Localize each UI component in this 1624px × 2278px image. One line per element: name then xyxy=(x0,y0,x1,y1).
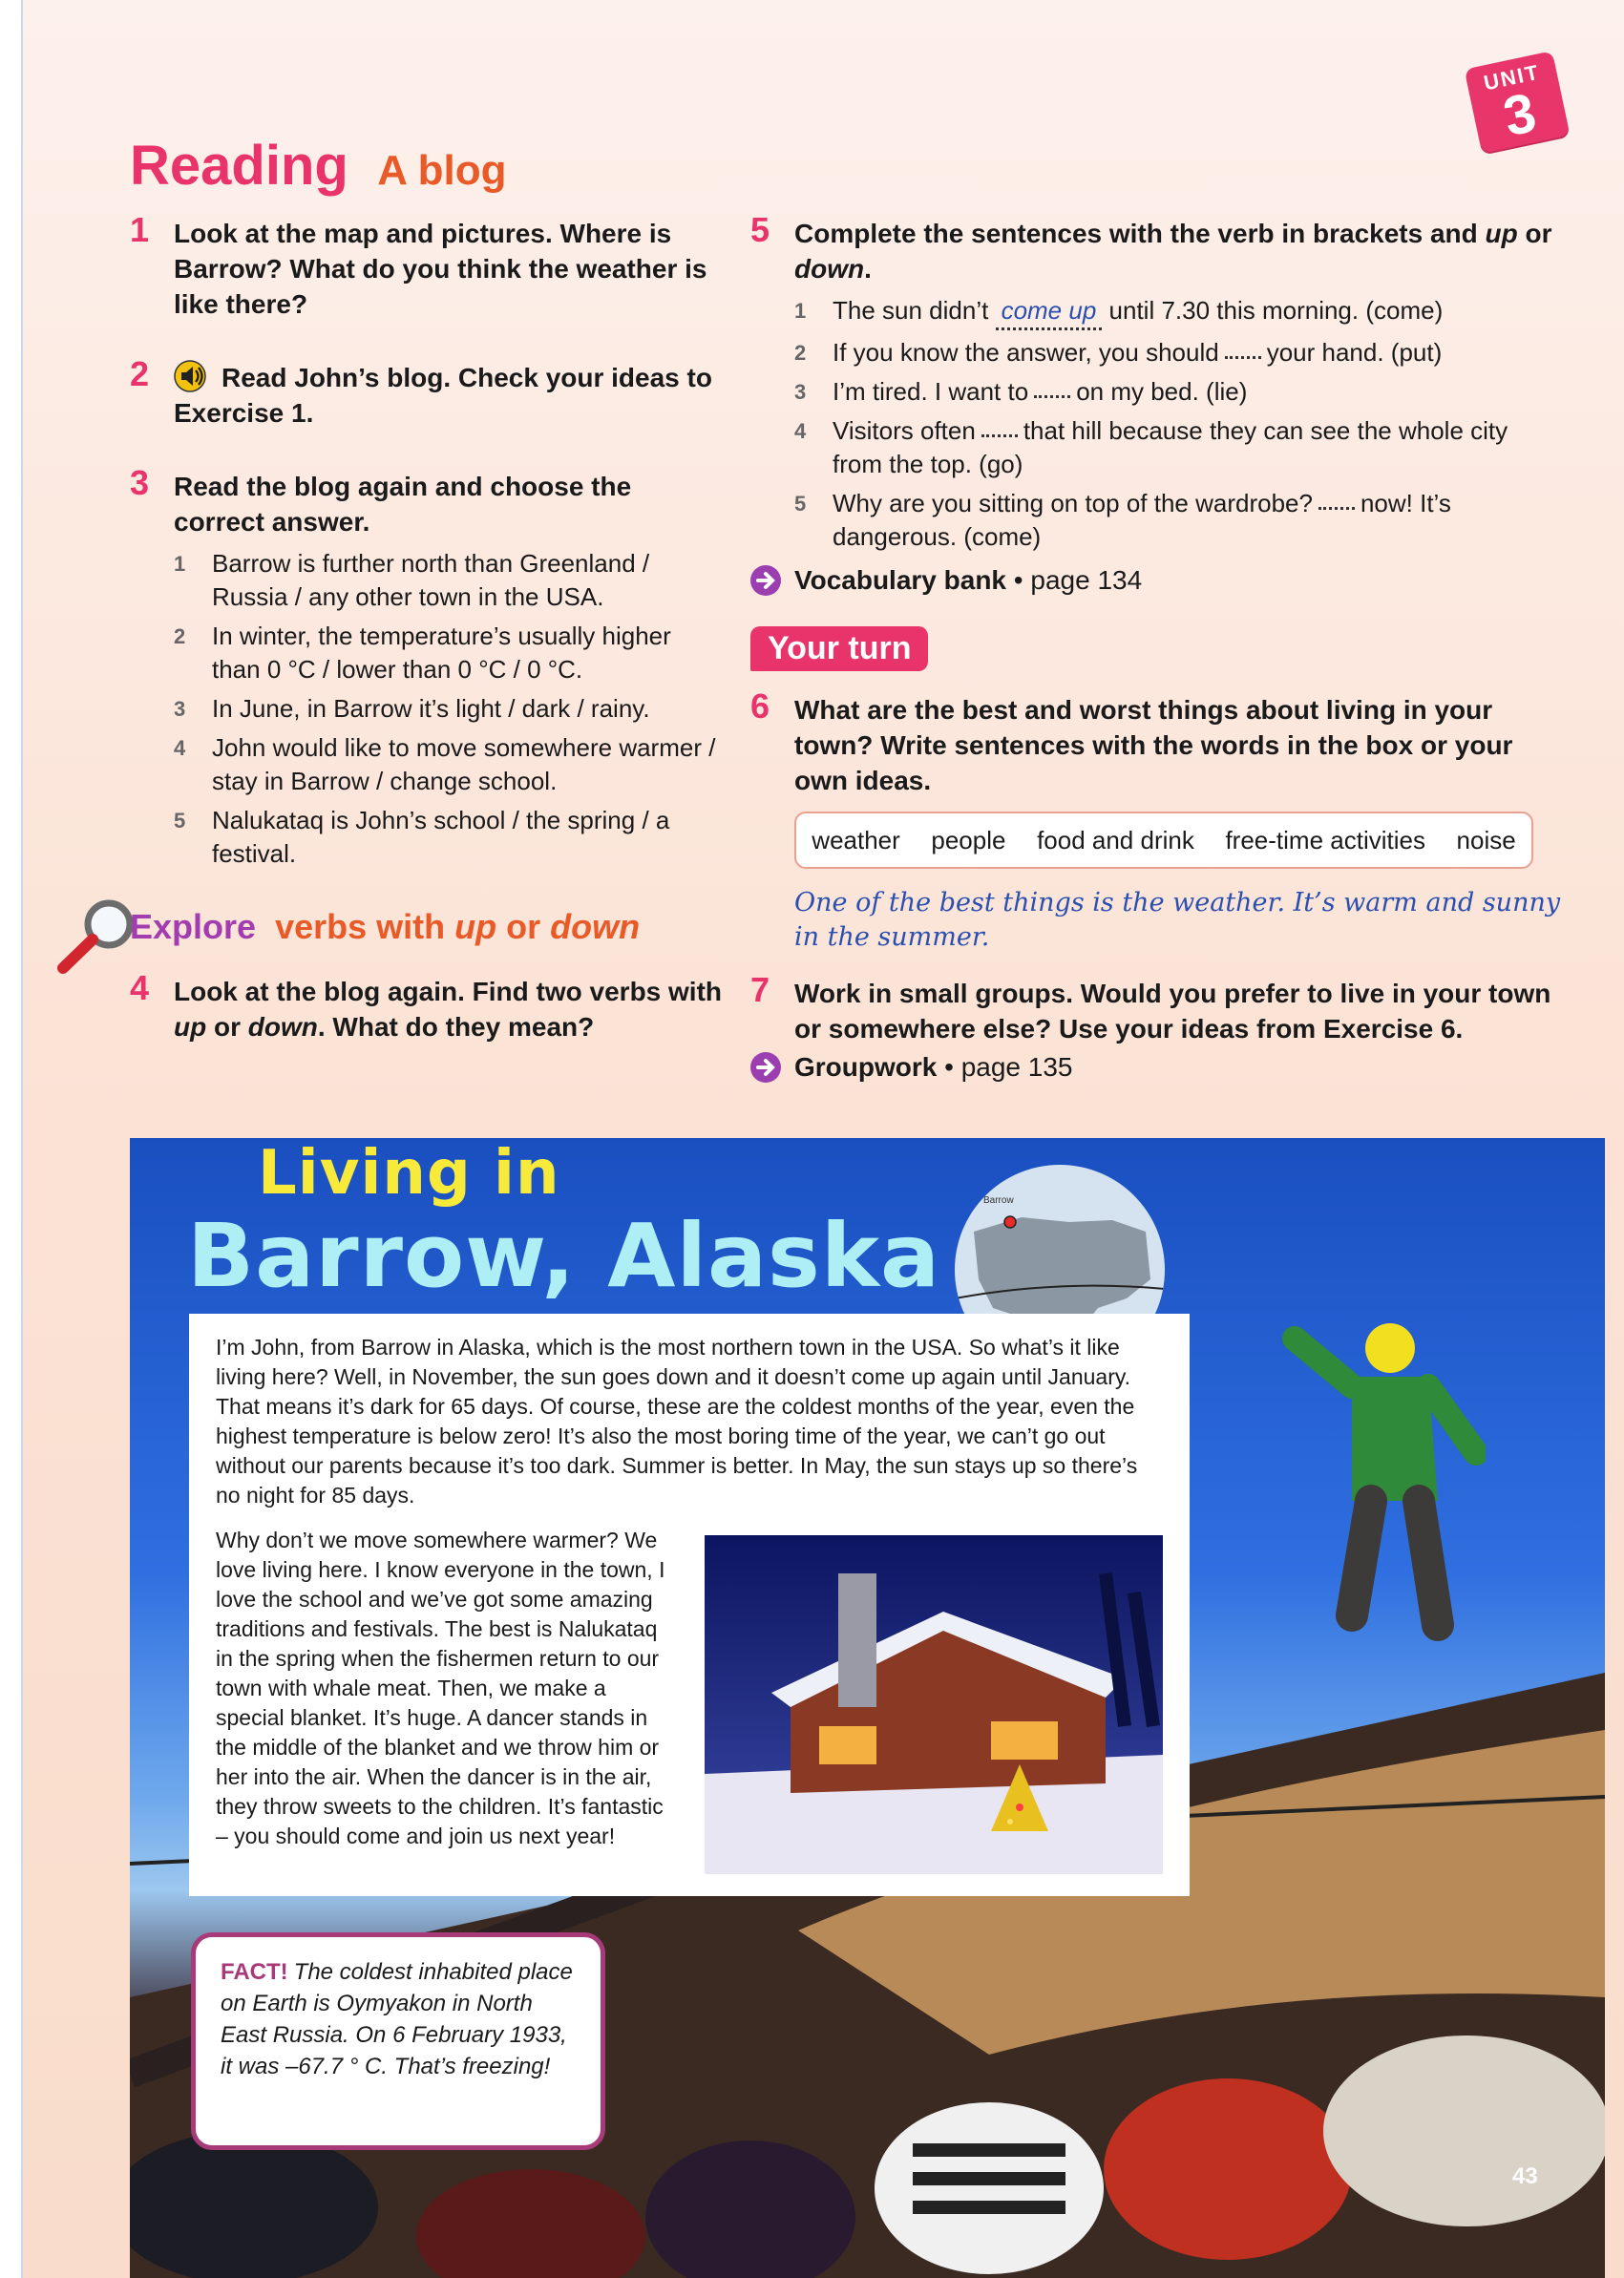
item-pre: If you know the answer, you should xyxy=(833,338,1219,367)
item-number: 5 xyxy=(794,492,807,516)
word-item: people xyxy=(931,825,1006,854)
explore-heading xyxy=(130,899,722,957)
exercise-number: 3 xyxy=(130,463,150,502)
item-post: now! It’s dangerous. (come) xyxy=(833,489,1451,551)
exercise-number: 7 xyxy=(750,970,770,1009)
page-number: 43 xyxy=(1512,2163,1538,2189)
item-number: 1 xyxy=(794,299,807,323)
exercise-number: 5 xyxy=(750,210,770,249)
fact-text xyxy=(221,1956,583,2082)
list-item xyxy=(794,487,1562,554)
item-post: on my bed. (lie) xyxy=(1076,377,1248,406)
exercise-1 xyxy=(130,210,722,322)
list-item xyxy=(174,731,722,798)
exercise-instruction xyxy=(174,360,722,431)
fact-label: FACT! xyxy=(221,1959,288,1985)
ex4-down: down xyxy=(247,1012,318,1042)
blog-paragraph-1: I’m John, from Barrow in Alaska, which is the most northern town in the USA. So what’s it like living here? Well, in November, the sun goes down and it doesn’t come up again until January. That means it’s dark for 65 days. Of course, these are the coldest months of the year, even the highest temperature is below zero! It’s also the most boring time of the year, we can’t go out without our parents because it’s too dark. Summer is better. In May, the sun stays up so there’s no night for 85 days. xyxy=(216,1335,1138,1508)
ex4-or: or xyxy=(214,1012,241,1042)
exercise-number: 4 xyxy=(130,968,150,1007)
ex5-up: up xyxy=(1485,219,1518,248)
link-page: • page 134 xyxy=(1013,565,1143,595)
exercise-6 xyxy=(750,686,1562,798)
ex5-down: down xyxy=(794,254,865,284)
arrow-right-icon xyxy=(750,565,781,596)
page-title xyxy=(130,134,507,198)
word-item: noise xyxy=(1456,825,1516,854)
word-item: food and drink xyxy=(1037,825,1194,854)
item-pre: I’m tired. I want to xyxy=(833,377,1029,406)
link-label: Vocabulary bank xyxy=(794,565,1007,595)
ex5-or: or xyxy=(1525,219,1552,248)
title-main: Reading xyxy=(130,135,348,197)
ex5-pre: Complete the sentences with the verb in brackets and xyxy=(794,219,1478,248)
exercise-instruction: Work in small groups. Would you prefer to live in your town or somewhere else? Use your ideas from Exercise 6. xyxy=(794,979,1551,1044)
list-item xyxy=(794,294,1562,330)
exercise-2 xyxy=(130,354,722,431)
model-answer: One of the best things is the weather. It’s warm and sunny in the summer. xyxy=(794,888,1561,952)
list-item xyxy=(174,804,722,871)
unit-badge xyxy=(1465,51,1571,154)
list-item xyxy=(174,547,722,614)
item-pre: Why are you sitting on top of the wardrobe? xyxy=(833,489,1313,517)
exercise-instruction: What are the best and worst things about living in your town? Write sentences with the words in the box or your own ideas. xyxy=(794,695,1513,795)
explore-title xyxy=(130,907,640,947)
exercise-4 xyxy=(130,968,723,1044)
word-box xyxy=(794,812,1533,869)
cabin-photo-image xyxy=(705,1535,1163,1874)
exercise-3-items xyxy=(174,547,722,871)
exercise-number: 1 xyxy=(130,210,150,249)
exercise-number: 2 xyxy=(130,354,150,393)
ex4-up: up xyxy=(174,1012,207,1042)
unit-number: 3 xyxy=(1498,81,1542,149)
exercise-7 xyxy=(750,970,1562,1046)
blank-gap[interactable] xyxy=(981,434,1018,437)
photo-title-1: Living in xyxy=(258,1138,560,1209)
speaker-icon[interactable] xyxy=(174,360,212,392)
item-number: 1 xyxy=(174,552,186,576)
exercise-instruction: Look at the map and pictures. Where is Barrow? What do you think the weather is like there? xyxy=(174,219,707,319)
cabin-photo xyxy=(705,1535,1163,1874)
list-item xyxy=(174,620,722,686)
explore-topic-up: up xyxy=(454,907,497,946)
vocabulary-bank-link[interactable] xyxy=(750,563,1562,598)
item-text: In June, in Barrow it’s light / dark / rainy. xyxy=(212,694,650,723)
item-number: 2 xyxy=(794,341,807,365)
item-post: your hand. (put) xyxy=(1266,338,1443,367)
blog-text-box xyxy=(189,1314,1190,1896)
fact-body: The coldest inhabited place on Earth is Oymyakon in North East Russia. On 6 February 1933, it was –67.7 ° C. That’s freezing! xyxy=(221,1959,573,2079)
blank-gap[interactable] xyxy=(1034,395,1070,398)
item-text: Barrow is further north than Greenland / Russia / any other town in the USA. xyxy=(212,549,650,611)
ex5-post: . xyxy=(864,254,872,284)
item-post: until 7.30 this morning. (come) xyxy=(1108,296,1444,325)
margin-line xyxy=(21,0,23,2278)
exercise-instruction xyxy=(794,216,1562,286)
link-label: Groupwork xyxy=(794,1052,938,1082)
left-column xyxy=(130,210,723,1065)
your-turn-badge: Your turn xyxy=(750,626,928,671)
explore-topic-down: down xyxy=(550,907,641,946)
explore-topic xyxy=(275,907,640,946)
page-margin xyxy=(0,0,23,2278)
exercise-2-text: Read John’s blog. Check your ideas to Exercise 1. xyxy=(174,363,712,428)
list-item xyxy=(794,336,1562,369)
exercise-instruction: Read the blog again and choose the correct answer. xyxy=(174,472,632,537)
item-pre: The sun didn’t xyxy=(833,296,989,325)
exercise-3 xyxy=(130,463,722,871)
map-label: Barrow xyxy=(983,1195,1014,1206)
item-text: Nalukataq is John’s school / the spring / a festival. xyxy=(212,806,670,868)
word-item: free-time activities xyxy=(1225,825,1425,854)
arrow-right-icon xyxy=(750,1052,781,1083)
item-pre: Visitors often xyxy=(833,416,976,445)
item-text: In winter, the temperature’s usually higher than 0 °C / lower than 0 °C / 0 °C. xyxy=(212,622,671,684)
fact-box xyxy=(191,1932,605,2150)
word-item: weather xyxy=(812,825,900,854)
list-item xyxy=(794,414,1562,481)
exercise-number: 6 xyxy=(750,686,770,726)
item-number: 4 xyxy=(794,419,807,443)
explore-word: Explore xyxy=(130,907,257,946)
item-number: 3 xyxy=(174,697,186,721)
title-sub: A blog xyxy=(377,147,507,194)
list-item xyxy=(794,375,1562,409)
blank-gap[interactable] xyxy=(1225,356,1261,359)
item-text: John would like to move somewhere warmer / stay in Barrow / change school. xyxy=(212,733,716,795)
list-item xyxy=(174,692,722,726)
ex4-post: . What do they mean? xyxy=(317,1012,595,1042)
item-post: that hill because they can see the whole city from the top. (go) xyxy=(833,416,1508,478)
groupwork-link[interactable] xyxy=(750,1050,1562,1085)
link-page: • page 135 xyxy=(944,1052,1073,1082)
blog-photo-area xyxy=(130,1138,1605,2278)
dancer-figure xyxy=(1276,1310,1486,1711)
blank-gap[interactable] xyxy=(1318,507,1355,510)
photo-title-2: Barrow, Alaska xyxy=(187,1205,941,1307)
blog-paragraph-2: Why don’t we move somewhere warmer? We love living here. I know everyone in the town, I love the school and we’ve got some amazing traditions and festivals. The best is Nalukataq in the spring when the fishermen return to our town with whale meat. Then, we make a special blanket. It’s huge. A dancer stands in the middle of the blanket and we throw him or her into the air. When the dancer is in the air, they throw sweets to the children. It’s fantastic – you should come and join us next year! xyxy=(216,1528,665,1848)
unit-word: UNIT xyxy=(1481,59,1543,95)
exercise-5-items xyxy=(794,294,1562,554)
item-number: 2 xyxy=(174,624,186,648)
item-number: 4 xyxy=(174,736,186,760)
explore-topic-pre: verbs with xyxy=(275,907,446,946)
exercise-5 xyxy=(750,210,1562,554)
explore-topic-or: or xyxy=(506,907,541,946)
ex4-pre: Look at the blog again. Find two verbs with xyxy=(174,977,723,1006)
item-number: 5 xyxy=(174,809,186,833)
answer-gap: come up xyxy=(996,294,1103,330)
right-column xyxy=(750,210,1562,1107)
exercise-instruction xyxy=(174,974,722,1044)
item-number: 3 xyxy=(794,380,807,404)
